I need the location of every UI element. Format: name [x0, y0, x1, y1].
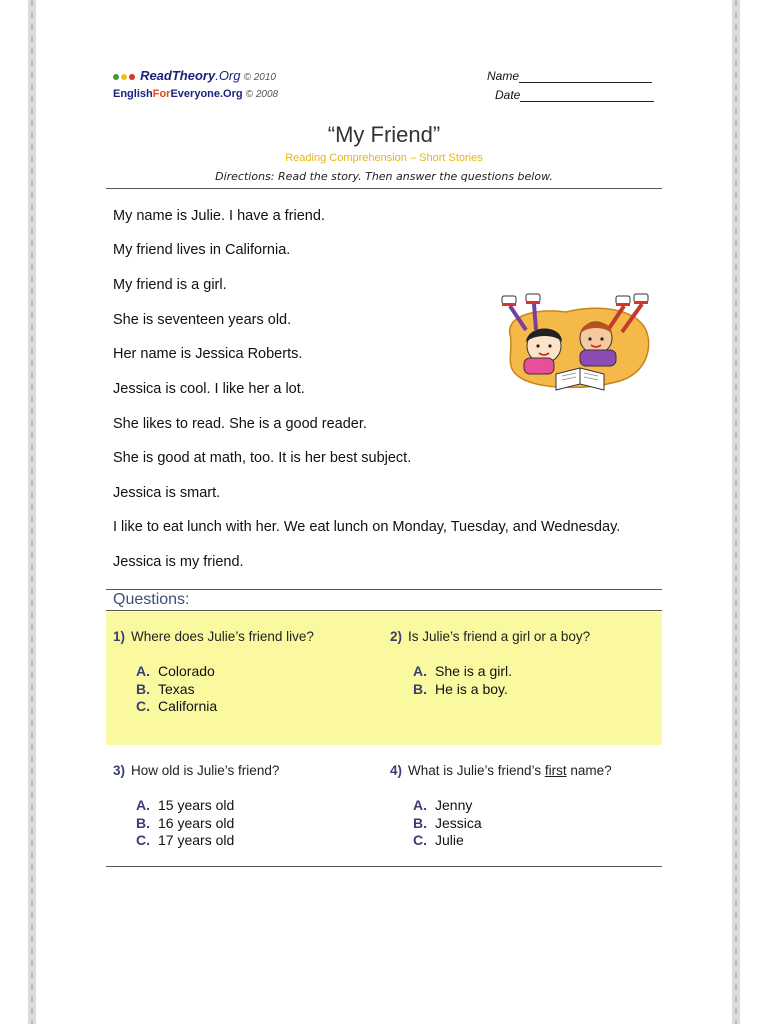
story-line: Her name is Jessica Roberts. [113, 346, 303, 362]
date-field[interactable] [495, 88, 654, 102]
divider-bottom [106, 866, 662, 867]
story-line: My friend is a girl. [113, 277, 227, 293]
logo2-text-everyone: Everyone.Org [170, 88, 243, 100]
name-field[interactable] [487, 69, 652, 83]
worksheet-subtitle: Reading Comprehension – Short Stories [285, 152, 483, 164]
logo-dot-yellow [121, 74, 127, 80]
story-line: My friend lives in California. [113, 242, 291, 258]
story-line: My name is Julie. I have a friend. [113, 208, 325, 224]
question-text: What is Julie’s friend’s [408, 763, 545, 778]
story-line: I like to eat lunch with her. We eat lunch on Monday, Tuesday, and Wednesday. [113, 519, 621, 535]
logo-dot-red [129, 74, 135, 80]
answer-option[interactable]: A. 15 years old [136, 797, 235, 813]
kids-reading-illustration [496, 290, 656, 402]
logo2-text-for: For [152, 88, 171, 100]
answer-option[interactable]: C. 17 years old [136, 832, 235, 848]
story-line: She is good at math, too. It is her best subject. [113, 450, 412, 466]
question-4 [390, 763, 612, 778]
question-3 [113, 763, 279, 778]
story-line: She is seventeen years old. [113, 312, 292, 328]
divider-questions-top [106, 589, 662, 590]
englishforeveryone-logo [113, 88, 278, 100]
question-text: How old is Julie’s friend? [131, 763, 280, 778]
question-1 [113, 629, 314, 644]
question-text: Where does Julie’s friend live? [131, 629, 314, 644]
logo-text-theory: Theory [171, 68, 216, 83]
logo-copyright: © 2010 [243, 72, 276, 83]
question-number: 4) [390, 763, 403, 778]
answer-option[interactable]: B. 16 years old [136, 814, 235, 831]
date-label: Date [495, 88, 521, 102]
answer-option[interactable]: A. She is a girl. [413, 663, 513, 679]
divider-questions-bottom [106, 610, 662, 611]
question-4-options [413, 797, 482, 850]
logo2-copyright: © 2008 [245, 89, 279, 100]
logo2-text-english: English [113, 88, 153, 100]
questions-heading: Questions: [113, 591, 190, 608]
name-line[interactable] [519, 70, 652, 83]
divider-top [106, 188, 662, 189]
answer-option[interactable]: B. Jessica [413, 814, 482, 831]
question-number: 1) [113, 629, 126, 644]
answer-option[interactable]: B. Texas [136, 680, 195, 697]
answer-option[interactable]: A. Colorado [136, 663, 215, 679]
question-text-underlined: first [544, 763, 567, 778]
question-text: Is Julie’s friend a girl or a boy? [408, 629, 591, 644]
question-number: 3) [113, 763, 126, 778]
logo-text-org: .Org [215, 68, 241, 83]
question-1-options [136, 663, 217, 716]
answer-option[interactable]: B. He is a boy. [413, 680, 508, 697]
question-2-options [413, 663, 512, 698]
question-3-options [136, 797, 234, 850]
worksheet-title: “My Friend” [327, 122, 441, 147]
name-label: Name [487, 69, 520, 83]
story-line: Jessica is cool. I like her a lot. [113, 381, 305, 397]
question-2 [390, 629, 590, 644]
story-line: She likes to read. She is a good reader. [113, 416, 367, 432]
story-line: Jessica is smart. [113, 485, 221, 501]
story-line: Jessica is my friend. [113, 554, 244, 570]
answer-option[interactable]: C. California [136, 698, 218, 714]
readtheory-logo [113, 68, 276, 83]
date-line[interactable] [520, 89, 654, 102]
directions: Directions: Read the story. Then answer the questions below. [215, 170, 553, 183]
logo-dot-green [113, 74, 119, 80]
question-text-end: name? [566, 763, 612, 778]
logo-text-read: Read [140, 68, 172, 83]
answer-option[interactable]: C. Julie [413, 832, 464, 848]
question-number: 2) [390, 629, 403, 644]
answer-option[interactable]: A. Jenny [413, 797, 473, 813]
